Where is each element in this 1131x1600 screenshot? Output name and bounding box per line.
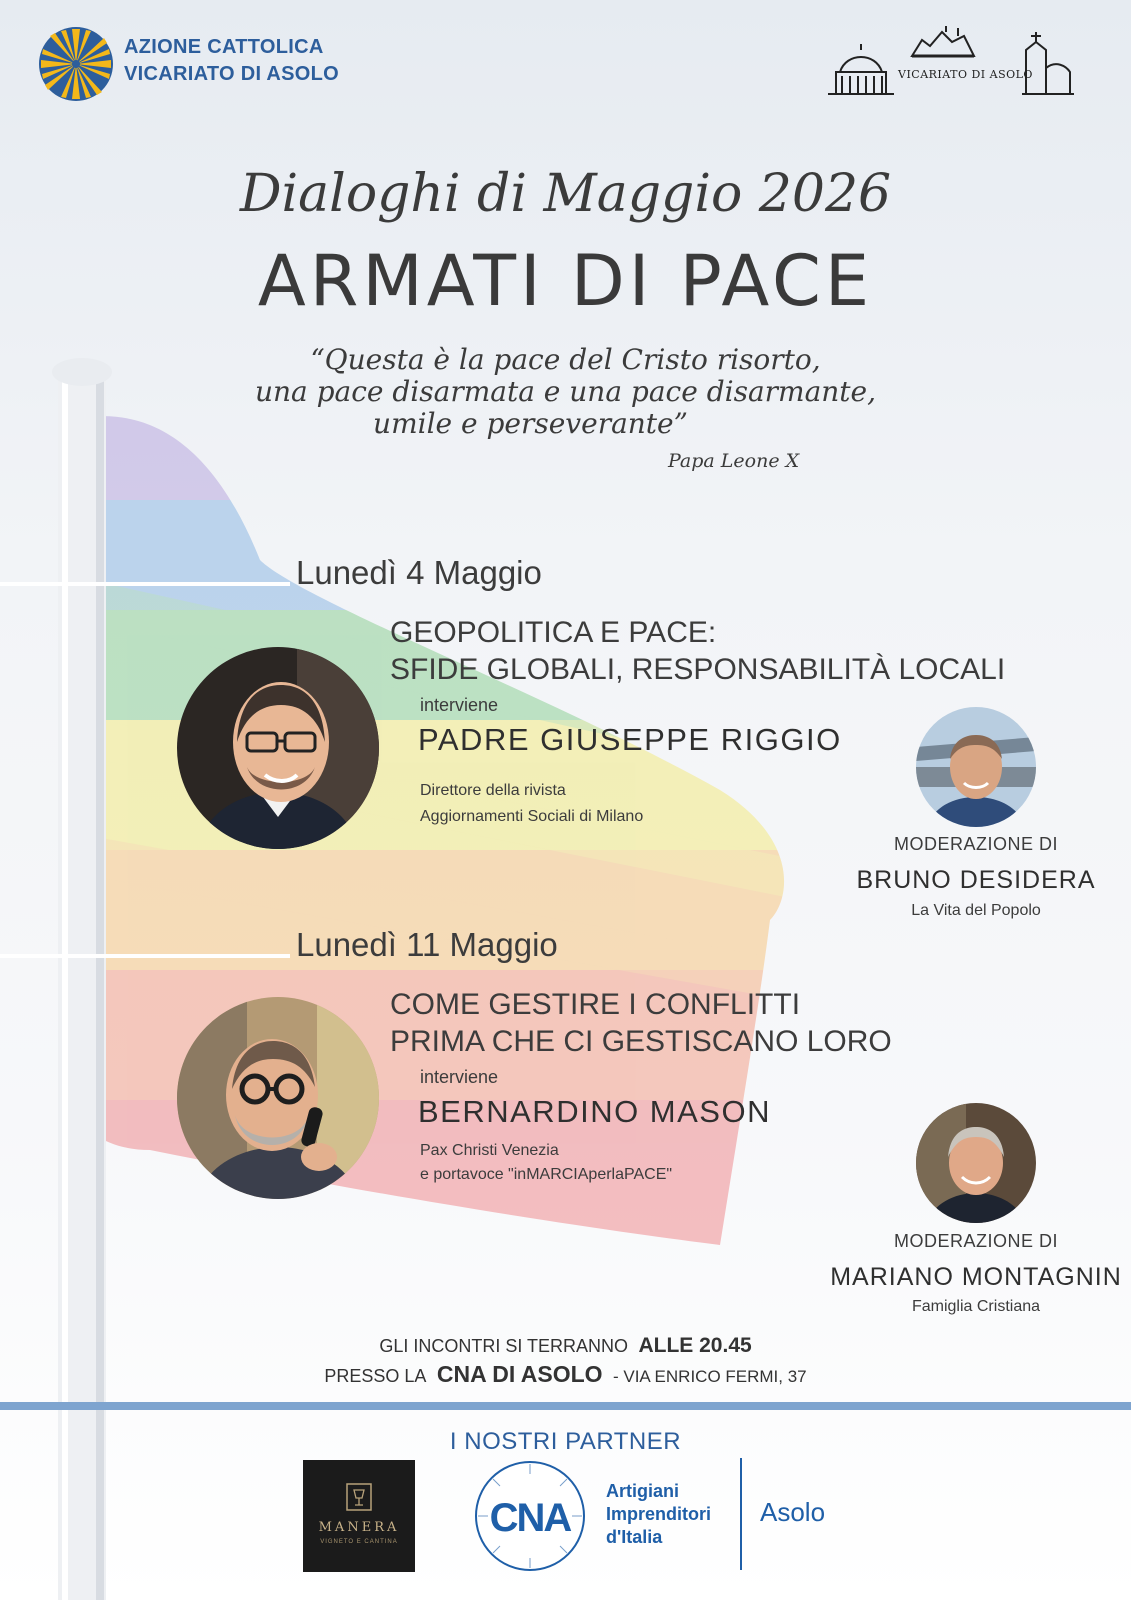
date-rule [0, 582, 290, 586]
vicariato-logo [826, 22, 1076, 102]
manera-name: MANERA [318, 1520, 400, 1535]
speaker-role [420, 778, 643, 830]
speaker-name: BERNARDINO MASON [418, 1094, 771, 1129]
info-address: - VIA ENRICO FERMI, 37 [612, 1367, 807, 1386]
moderator-photo [916, 707, 1036, 827]
cna-line3: d'Italia [606, 1527, 663, 1547]
intervene-label: interviene [420, 1067, 499, 1087]
info-time: ALLE 20.45 [638, 1334, 752, 1357]
meeting-title [390, 614, 1005, 688]
speaker-role [420, 1139, 672, 1187]
intervene-label: interviene [420, 695, 499, 715]
moderator-portrait-icon [916, 707, 1036, 827]
cna-line1: Artigiani [606, 1481, 680, 1501]
org-line1: AZIONE CATTOLICA [124, 36, 324, 58]
info-line2 [0, 1361, 1131, 1388]
speaker-role-line1: Pax Christi Venezia [420, 1142, 559, 1159]
meeting-title [390, 986, 892, 1060]
meeting-title-line1: GEOPOLITICA E PACE: [390, 616, 717, 649]
moderator-photo [916, 1103, 1036, 1223]
azione-cattolica-logo [38, 26, 114, 102]
info-prefix: GLI INCONTRI SI TERRANNO [379, 1336, 629, 1356]
meeting-title-line1: COME GESTIRE I CONFLITTI [390, 988, 801, 1021]
speaker-portrait-icon [177, 647, 379, 849]
churches-skyline-icon [826, 22, 1076, 102]
org-name [124, 34, 339, 88]
info-prefix: PRESSO LA [324, 1366, 427, 1386]
moderator-org: La Vita del Popolo [911, 902, 1041, 919]
speaker-role-line1: Direttore della rivista [420, 782, 566, 799]
meeting-title-line2: PRIMA CHE CI GESTISCANO LORO [390, 1025, 892, 1058]
manera-logo [303, 1460, 415, 1572]
info-place: CNA DI ASOLO [436, 1361, 603, 1387]
meeting-title-line2: SFIDE GLOBALI, RESPONSABILITÀ LOCALI [390, 653, 1006, 686]
quote-line1: “Questa è la pace del Cristo risorto, [310, 343, 821, 376]
date-rule [0, 954, 290, 958]
cna-mark: CNA [489, 1496, 571, 1540]
speaker-name: PADRE GIUSEPPE RIGGIO [418, 722, 842, 757]
moderator-name: MARIANO MONTAGNIN [830, 1263, 1122, 1291]
org-line2: VICARIATO DI ASOLO [124, 63, 340, 85]
quote [0, 344, 1131, 440]
cna-tagline [606, 1480, 711, 1549]
quote-line3: umile e perseverante” [373, 407, 688, 440]
sunburst-icon [38, 26, 114, 102]
manera-sub: VIGNETO E CANTINA [320, 1539, 398, 1545]
speaker-role-line2: e portavoce "inMARCIAperlaPACE" [420, 1166, 673, 1183]
cna-line2: Imprenditori [606, 1504, 712, 1524]
footer-rule [0, 1402, 1131, 1410]
wine-glass-icon [345, 1482, 373, 1512]
quote-line2: una pace disarmata e una pace disarmante, [254, 375, 877, 408]
meeting-date: Lunedì 11 Maggio [296, 926, 558, 963]
speaker-photo [177, 647, 379, 849]
moderator-org: Famiglia Cristiana [911, 1298, 1041, 1315]
cna-city: Asolo [760, 1497, 826, 1527]
info-line1 [0, 1334, 1131, 1358]
meeting-date: Lunedì 4 Maggio [296, 554, 542, 591]
moderation-label: MODERAZIONE DI [893, 834, 1058, 854]
moderation-label: MODERAZIONE DI [893, 1231, 1058, 1251]
series-title: Dialoghi di Maggio 2026 [239, 164, 892, 224]
moderator-name: BRUNO DESIDERA [856, 866, 1096, 894]
speaker-photo [177, 997, 379, 1199]
speaker-portrait-icon [177, 997, 379, 1199]
partners-heading: I NOSTRI PARTNER [449, 1428, 682, 1455]
event-title: ARMATI DI PACE [257, 240, 874, 322]
quote-author: Papa Leone X [668, 450, 800, 472]
moderator-portrait-icon [916, 1103, 1036, 1223]
cna-logo [474, 1460, 586, 1572]
cna-divider [740, 1458, 742, 1570]
speaker-role-line2: Aggiornamenti Sociali di Milano [420, 808, 644, 825]
vicariato-label: VICARIATO DI ASOLO [898, 68, 1033, 81]
